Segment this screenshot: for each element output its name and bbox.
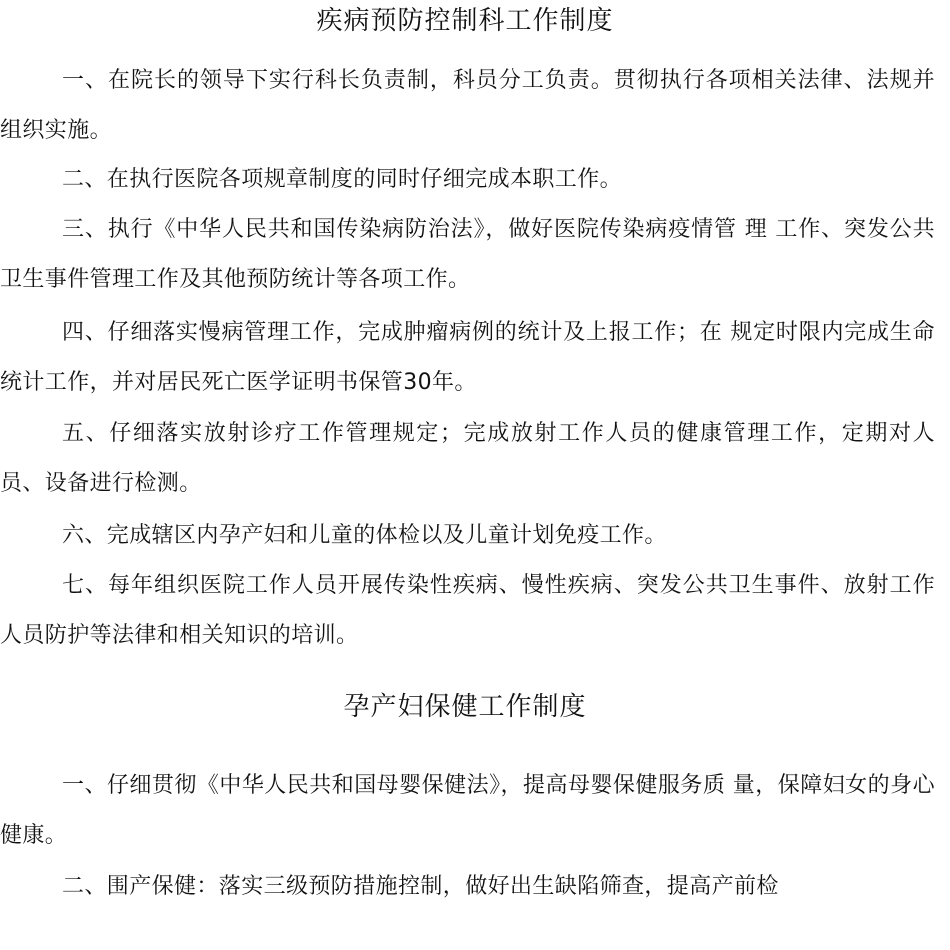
paragraph-8: 一、仔细贯彻《中华人民共和国母婴保健法》，提高母婴保健服务质 量，保障妇女的身心健康。: [0, 773, 935, 848]
section-title-maternal-care: 孕产妇保健工作制度: [343, 692, 587, 722]
paragraph-3: 三、执行《中华人民共和国传染病防治法》，做好医院传染病疫情管 理 工作、突发公共卫生事件管理工作及其他预防统计等各项工作。: [0, 217, 935, 292]
paragraph-5: 五、仔细落实放射诊疗工作管理规定；完成放射工作人员的健康管理工作，定期对人员、设备进行检测。: [0, 421, 935, 496]
paragraph-1: 一、在院长的领导下实行科长负责制，科员分工负责。贯彻执行各项相关法律、法规并组织实施。: [0, 68, 935, 143]
paragraph-9: 二、围产保健：落实三级预防措施控制，做好出生缺陷筛查，提高产前检: [62, 874, 779, 899]
section-title-disease-control: 疾病预防控制科工作制度: [316, 6, 614, 36]
paragraph-2: 二、在执行医院各项规章制度的同时仔细完成本职工作。: [62, 167, 623, 192]
paragraph-4: 四、仔细落实慢病管理工作，完成肿瘤病例的统计及上报工作；在 规定时限内完成生命统计工作，并对居民死亡医学证明书保管30年。: [0, 320, 935, 395]
paragraph-7: 七、每年组织医院工作人员开展传染性疾病、慢性疾病、突发公共卫生事件、放射工作人员防护等法律和相关知识的培训。: [0, 573, 935, 648]
paragraph-6: 六、完成辖区内孕产妇和儿童的体检以及儿童计划免疫工作。: [62, 523, 667, 548]
